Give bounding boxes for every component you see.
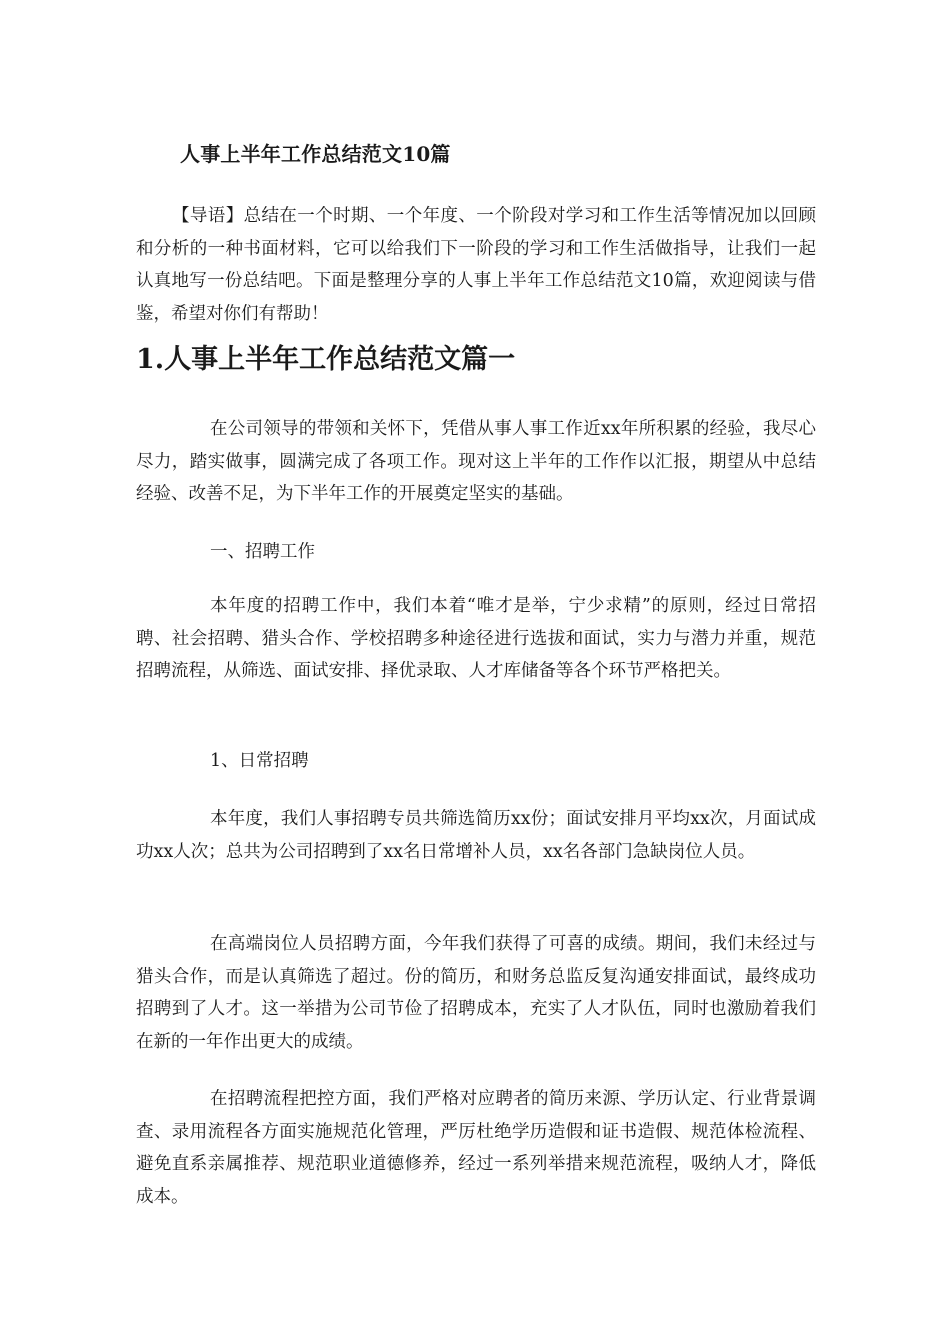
intro-paragraph: 【导语】总结在一个时期、一个年度、一个阶段对学习和工作生活等情况加以回顾和分析的一种书面材料，它可以给我们下一阶段的学习和工作生活做指导，让我们一起认真地写一份总结吧。下面是整理分享的人事上半年工作总结范文10篇，欢迎阅读与借鉴，希望对你们有帮助！	[136, 206, 816, 324]
body-paragraph: 本年度的招聘工作中，我们本着“唯才是举，宁少求精”的原则，经过日常招聘、社会招聘、猎头合作、学校招聘多种途径进行选拔和面试，实力与潜力并重，规范招聘流程，从筛选、面试安排、择优录取、人才库储备等各个环节严格把关。	[136, 596, 816, 681]
section-heading: 1.人事上半年工作总结范文篇一	[136, 344, 516, 375]
document-title: 人事上半年工作总结范文10篇	[180, 142, 451, 166]
body-paragraph: 在公司领导的带领和关怀下，凭借从事人事工作近xx年所积累的经验，我尽心尽力，踏实做事，圆满完成了各项工作。现对这上半年的工作作以汇报，期望从中总结经验、改善不足，为下半年工作的开展奠定坚实的基础。	[136, 419, 816, 504]
subheading-daily-recruitment: 1、日常招聘	[210, 751, 309, 771]
subheading-recruitment: 一、招聘工作	[210, 542, 315, 562]
body-paragraph: 在招聘流程把控方面，我们严格对应聘者的简历来源、学历认定、行业背景调查、录用流程各方面实施规范化管理，严厉杜绝学历造假和证书造假、规范体检流程、避免直系亲属推荐、规范职业道德修养，经过一系列举措来规范流程，吸纳人才，降低成本。	[136, 1089, 816, 1207]
body-paragraph: 在高端岗位人员招聘方面，今年我们获得了可喜的成绩。期间，我们未经过与猎头合作，而是认真筛选了超过。份的简历，和财务总监反复沟通安排面试，最终成功招聘到了人才。这一举措为公司节俭了招聘成本，充实了人才队伍，同时也激励着我们在新的一年作出更大的成绩。	[136, 934, 816, 1052]
body-paragraph: 本年度，我们人事招聘专员共筛选简历xx份；面试安排月平均xx次，月面试成功xx人次；总共为公司招聘到了xx名日常增补人员，xx名各部门急缺岗位人员。	[136, 809, 816, 862]
